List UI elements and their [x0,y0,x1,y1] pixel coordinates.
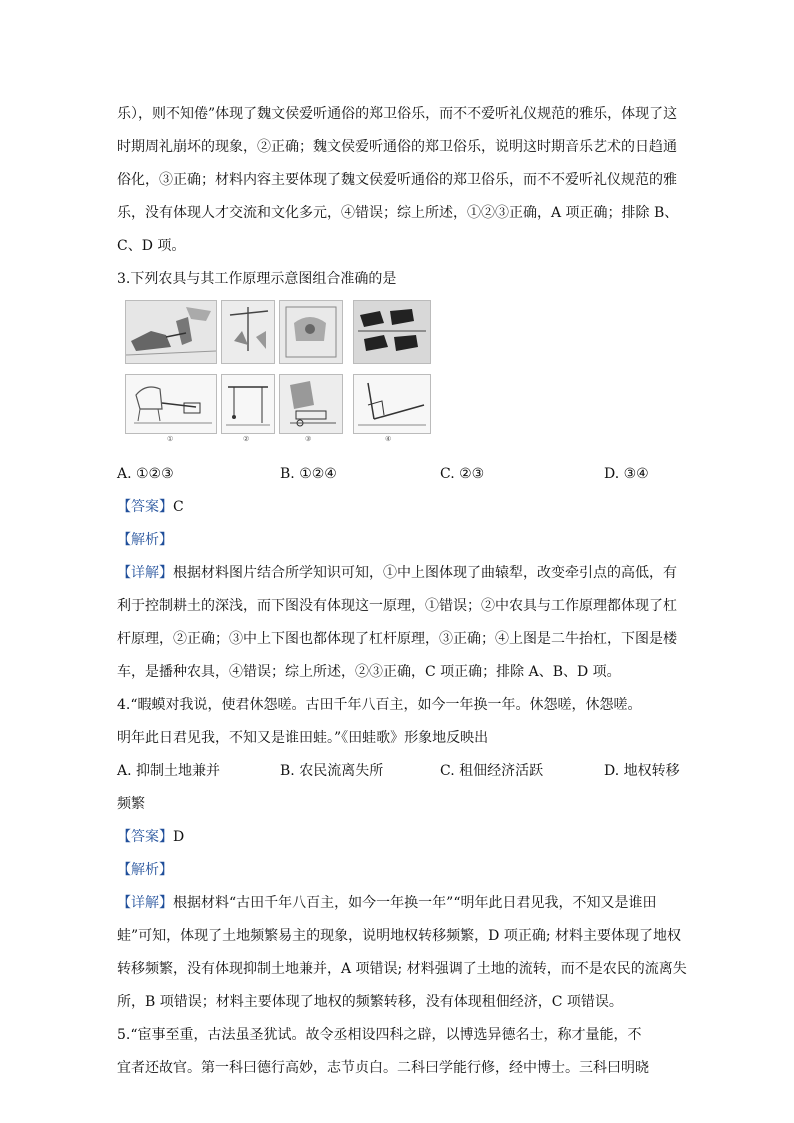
answer-value: C [173,499,184,515]
figure-label-1: ① [167,435,174,443]
option-a[interactable]: A. ①②③ [117,466,174,482]
q2-analysis-tail [117,98,681,263]
question-stem: 5.“宦事至重，古法虽圣犹试。故令丞相设四科之辟，以博选异德名士，称才量能，不 [117,1027,642,1043]
analysis-line [117,524,681,557]
answer-line [117,821,681,854]
detail-line [117,887,681,920]
plow-principle-diagram [125,374,217,434]
q3-options [117,458,681,491]
text-line: C、D 项。 [117,238,186,254]
question-stem: 宜者还故官。第一科曰德行高妙，志节贞白。二科曰学能行修，经中博士。三科曰明晓 [117,1060,649,1076]
detail-text: 根据材料图片结合所学知识可知，①中上图体现了曲辕犁，改变牵引点的高低，有 [173,565,677,581]
seeder-principle-diagram [353,374,431,434]
text-line: 蛙”可知，体现了土地频繁易主的现象，说明地权转移频繁，D 项正确; 材料主要体现了地权 [117,928,681,944]
figure-label-3: ③ [305,435,312,443]
lever-principle-diagram [221,374,275,434]
text-line: 俗化，③正确；材料内容主要体现了魏文侯爱听通俗的郑卫俗乐，而不不爱听礼仪规范的雅 [117,172,677,188]
answer-line [117,491,681,524]
text-line: 乐），则不知倦”体现了魏文侯爱听通俗的郑卫俗乐，而不不爱听礼仪规范的雅乐，体现了这 [117,106,678,122]
detail-line [117,557,681,590]
question-5 [117,1019,681,1085]
question-4 [117,689,687,1019]
option-d[interactable]: D. ③④ [604,466,649,482]
q4-options [117,755,681,788]
figure-label-2: ② [243,435,250,443]
analysis-line [117,854,681,887]
text-line: 利于控制耕土的深浅，而下图没有体现这一原理，①错误；②中农具与工作原理都体现了杠 [117,598,677,614]
detail-text: 根据材料“古田千年八百主，如今一年换一年”“明年此日君见我，不知又是谁田 [173,895,657,911]
answer-value: D [173,829,185,845]
analysis-tag: 【解析】 [117,862,173,878]
option-b[interactable]: B. ①②④ [280,466,337,482]
detail-tag: 【详解】 [117,565,173,581]
option-c[interactable]: C. ②③ [440,466,485,482]
option-c[interactable]: C. 租佃经济活跃 [440,763,544,779]
tool-3-illustration [279,300,343,364]
question-stem: 3.下列农具与其工作原理示意图组合准确的是 [117,271,397,287]
text-line: 转移频繁，没有体现抑制土地兼并，A 项错误; 材料强调了土地的流转，而不是农民的流离失 [117,961,687,977]
option-d[interactable]: D. 地权转移 [604,763,680,779]
plow-illustration [125,300,217,364]
answer-tag: 【答案】 [117,829,173,845]
option-a[interactable]: A. 抑制土地兼并 [117,763,221,779]
option-b[interactable]: B. 农民流离失所 [280,763,384,779]
question-stem: 明年此日君见我，不知又是谁田蛙。”《田蛙歌》形象地反映出 [117,730,489,746]
option-d-wrap: 频繁 [117,796,145,812]
analysis-tag: 【解析】 [117,532,173,548]
figure-label-4: ④ [385,435,392,443]
tool-3-principle-diagram [279,374,343,434]
text-line: 时期周礼崩坏的现象，②正确；魏文侯爱听通俗的郑卫俗乐，说明这时期音乐艺术的日趋通 [117,139,677,155]
document-page [117,98,687,1085]
text-line: 车，是播种农具，④错误；综上所述，②③正确，C 项正确；排除 A、B、D 项。 [117,664,621,680]
text-line: 所，B 项错误；材料主要体现了地权的频繁转移，没有体现租佃经济，C 项错误。 [117,994,623,1010]
text-line: 乐，没有体现人才交流和文化多元，④错误；综上所述，①②③正确，A 项正确；排除 B、 [117,205,679,221]
question-stem: 4.“暇蟆对我说，使君休怨嗟。古田千年八百主，如今一年换一年。休怨嗟，休怨嗟。 [117,697,642,713]
text-line: 杆原理，②正确；③中上下图也都体现了杠杆原理，③正确；④上图是二牛抬杠，下图是楼 [117,631,677,647]
question-3 [117,263,681,689]
farm-tools-figure [117,300,437,452]
tool-2-illustration [221,300,275,364]
detail-tag: 【详解】 [117,895,173,911]
two-oxen-illustration [353,300,431,364]
answer-tag: 【答案】 [117,499,173,515]
